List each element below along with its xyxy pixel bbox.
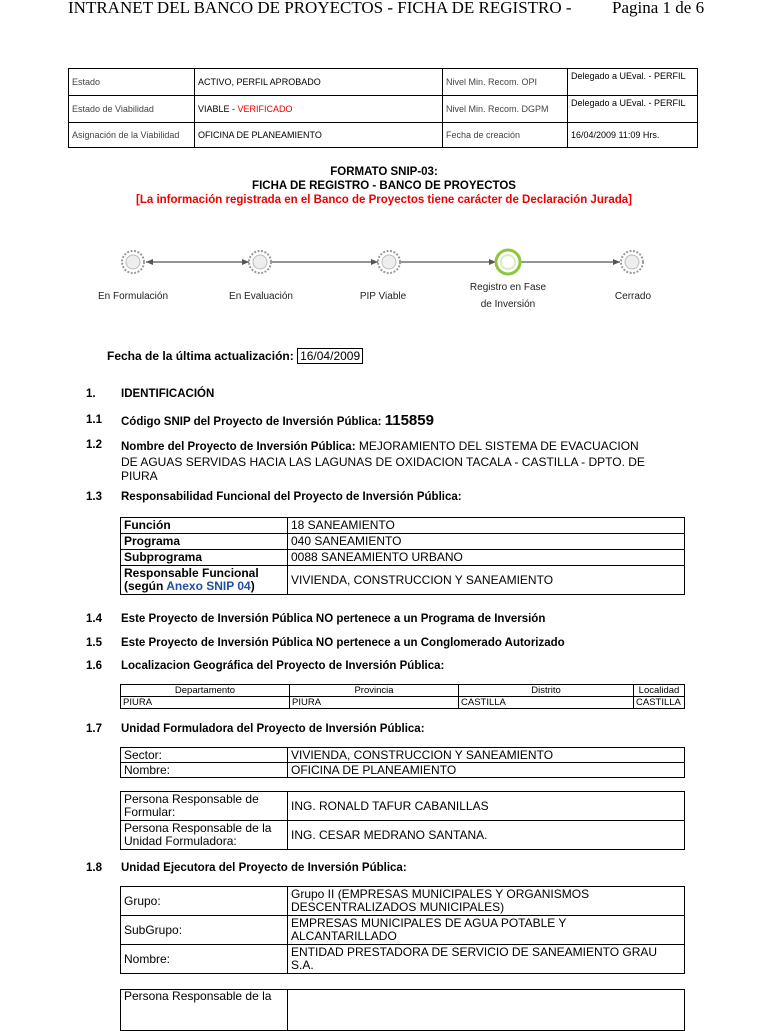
arrowhead-icon	[613, 259, 620, 265]
step-node-formulacion	[122, 251, 144, 273]
nombre-proyecto-label: Nombre del Proyecto de Inversión Pública:	[121, 441, 356, 453]
cell-provincia: PIURA	[290, 697, 459, 709]
arrowhead-icon	[146, 259, 153, 265]
step-label-inversion: de Inversión	[480, 299, 536, 310]
header-departamento: Departamento	[121, 685, 290, 697]
funcion-value: 18 SANEAMIENTO	[288, 518, 685, 534]
nombre-proyecto-line3: PIURA	[121, 469, 158, 483]
arrowhead-icon	[242, 259, 249, 265]
programa-value: 040 SANEAMIENTO	[288, 534, 685, 550]
ue-nombre-label: Nombre:	[121, 945, 288, 974]
nombre-proyecto	[121, 439, 686, 484]
subprograma-value: 0088 SANEAMIENTO URBANO	[288, 550, 685, 566]
section-1-8-number: 1.8	[86, 862, 102, 874]
last-update-label: Fecha de la última actualización:	[107, 349, 294, 363]
grupo-value: Grupo II (EMPRESAS MUNICIPALES Y ORGANISMOS DESCENTRALIZADOS MUNICIPALES)	[288, 887, 685, 916]
step-label-formulacion: En Formulación	[97, 291, 169, 302]
localizacion-table	[120, 684, 685, 709]
ue-persona-label: Persona Responsable de la	[121, 990, 288, 1031]
dgpm-value: Delegado a UEval. - PERFIL	[568, 96, 698, 123]
subprograma-label: Subprograma	[121, 550, 288, 566]
cell-departamento: PIURA	[121, 697, 290, 709]
section-1-title: IDENTIFICACIÓN	[121, 388, 215, 400]
status-table	[68, 68, 698, 148]
responsabilidad-table	[120, 517, 685, 595]
unidad-ejecutora-table	[120, 886, 685, 974]
status-flow	[0, 236, 768, 316]
section-1-2-number: 1.2	[86, 439, 102, 451]
header-localidad: Localidad	[634, 685, 685, 697]
arrowhead-icon	[371, 259, 378, 265]
programa-label: Programa	[121, 534, 288, 550]
responsabilidad-label: Responsabilidad Funcional del Proyecto de Inversión Pública:	[121, 491, 462, 503]
responsable-formular-label: Persona Responsable de Formular:	[121, 792, 288, 821]
fecha-creacion-value: 16/04/2009 11:09 Hrs.	[568, 123, 698, 148]
codigo-snip	[121, 412, 434, 429]
subgrupo-value: EMPRESAS MUNICIPALES DE AGUA POTABLE Y ALCANTARILLADO	[288, 916, 685, 945]
formato-title: FORMATO SNIP-03:	[330, 166, 438, 178]
asignacion-value: OFICINA DE PLANEAMIENTO	[195, 123, 443, 148]
last-update	[107, 349, 363, 363]
ue-persona-value	[288, 990, 685, 1031]
declaracion-jurada-note: [La información registrada en el Banco de Proyectos tiene carácter de Declaración Jurada]	[136, 194, 632, 206]
section-1-3-number: 1.3	[86, 491, 102, 503]
step-node-cerrado	[621, 251, 643, 273]
nombre-proyecto-line1: MEJORAMIENTO DEL SISTEMA DE EVACUACION	[358, 439, 639, 453]
programa-inversion-note: Este Proyecto de Inversión Pública NO pertenece a un Programa de Inversión	[121, 613, 546, 625]
section-1-6-number: 1.6	[86, 660, 102, 672]
codigo-snip-value: 115859	[384, 412, 434, 429]
section-1-5-number: 1.5	[86, 637, 102, 649]
dgpm-label: Nivel Min. Recom. DGPM	[443, 96, 568, 123]
cell-distrito: CASTILLA	[459, 697, 634, 709]
viabilidad-label: Estado de Viabilidad	[69, 96, 195, 123]
localizacion-label: Localizacion Geográfica del Proyecto de Inversión Pública:	[121, 660, 445, 672]
section-1-4-number: 1.4	[86, 613, 102, 625]
step-node-pip-viable	[378, 251, 400, 273]
step-node-evaluacion	[249, 251, 271, 273]
last-update-date: 16/04/2009	[297, 348, 363, 364]
uf-nombre-label: Nombre:	[121, 763, 288, 778]
unidad-formuladora-table	[120, 747, 685, 778]
header-distrito: Distrito	[459, 685, 634, 697]
opi-label: Nivel Min. Recom. OPI	[443, 69, 568, 96]
responsable-funcional-label: Responsable Funcional (según Anexo SNIP 04)	[121, 566, 288, 595]
flow-diagram	[0, 236, 768, 296]
anexo-snip-04-link[interactable]: Anexo SNIP 04	[166, 579, 251, 593]
section-1-7-number: 1.7	[86, 723, 102, 735]
fecha-creacion-label: Fecha de creación	[443, 123, 568, 148]
sector-label: Sector:	[121, 748, 288, 763]
conglomerado-note: Este Proyecto de Inversión Pública NO pertenece a un Conglomerado Autorizado	[121, 637, 565, 649]
unidad-formuladora-label: Unidad Formuladora del Proyecto de Inversión Pública:	[121, 723, 425, 735]
step-label-pip-viable: PIP Viable	[359, 291, 407, 302]
step-label-evaluacion: En Evaluación	[229, 291, 293, 302]
grupo-label: Grupo:	[121, 887, 288, 916]
ue-persona-table	[120, 989, 685, 1031]
nombre-proyecto-line2: DE AGUAS SERVIDAS HACIA LAS LAGUNAS DE OXIDACION TACALA - CASTILLA - DPTO. DE	[121, 454, 645, 469]
asignacion-label: Asignación de la Viabilidad	[69, 123, 195, 148]
cell-localidad: CASTILLA	[634, 697, 685, 709]
estado-label: Estado	[69, 69, 195, 96]
step-label-cerrado: Cerrado	[614, 291, 652, 302]
responsable-funcional-value: VIVIENDA, CONSTRUCCION Y SANEAMIENTO	[288, 566, 685, 595]
page-number: Pagina 1 de 6	[612, 0, 705, 17]
uf-nombre-value: OFICINA DE PLANEAMIENTO	[288, 763, 685, 778]
header-provincia: Provincia	[290, 685, 459, 697]
personas-responsables-table	[120, 791, 685, 850]
section-1-number: 1.	[86, 388, 96, 400]
responsable-uf-value: ING. CESAR MEDRANO SANTANA.	[288, 821, 685, 850]
ficha-title: FICHA DE REGISTRO - BANCO DE PROYECTOS	[252, 180, 516, 192]
unidad-ejecutora-label: Unidad Ejecutora del Proyecto de Inversión Pública:	[121, 862, 407, 874]
codigo-snip-label: Código SNIP del Proyecto de Inversión Pública:	[121, 416, 382, 428]
document-header-title: INTRANET DEL BANCO DE PROYECTOS - FICHA DE REGISTRO -	[68, 0, 572, 17]
ue-nombre-value: ENTIDAD PRESTADORA DE SERVICIO DE SANEAMIENTO GRAU S.A.	[288, 945, 685, 974]
step-label-registro: Registro en Fase	[469, 282, 547, 293]
subgrupo-label: SubGrupo:	[121, 916, 288, 945]
opi-value: Delegado a UEval. - PERFIL	[568, 69, 698, 96]
step-node-inversion-active	[496, 250, 520, 274]
estado-value: ACTIVO, PERFIL APROBADO	[195, 69, 443, 96]
verificado-text: VERIFICADO	[237, 104, 293, 114]
funcion-label: Función	[121, 518, 288, 534]
section-1-1-number: 1.1	[86, 414, 102, 426]
viabilidad-value: VIABLE - VERIFICADO	[195, 96, 443, 123]
responsable-uf-label: Persona Responsable de la Unidad Formuladora:	[121, 821, 288, 850]
responsable-formular-value: ING. RONALD TAFUR CABANILLAS	[288, 792, 685, 821]
sector-value: VIVIENDA, CONSTRUCCION Y SANEAMIENTO	[288, 748, 685, 763]
